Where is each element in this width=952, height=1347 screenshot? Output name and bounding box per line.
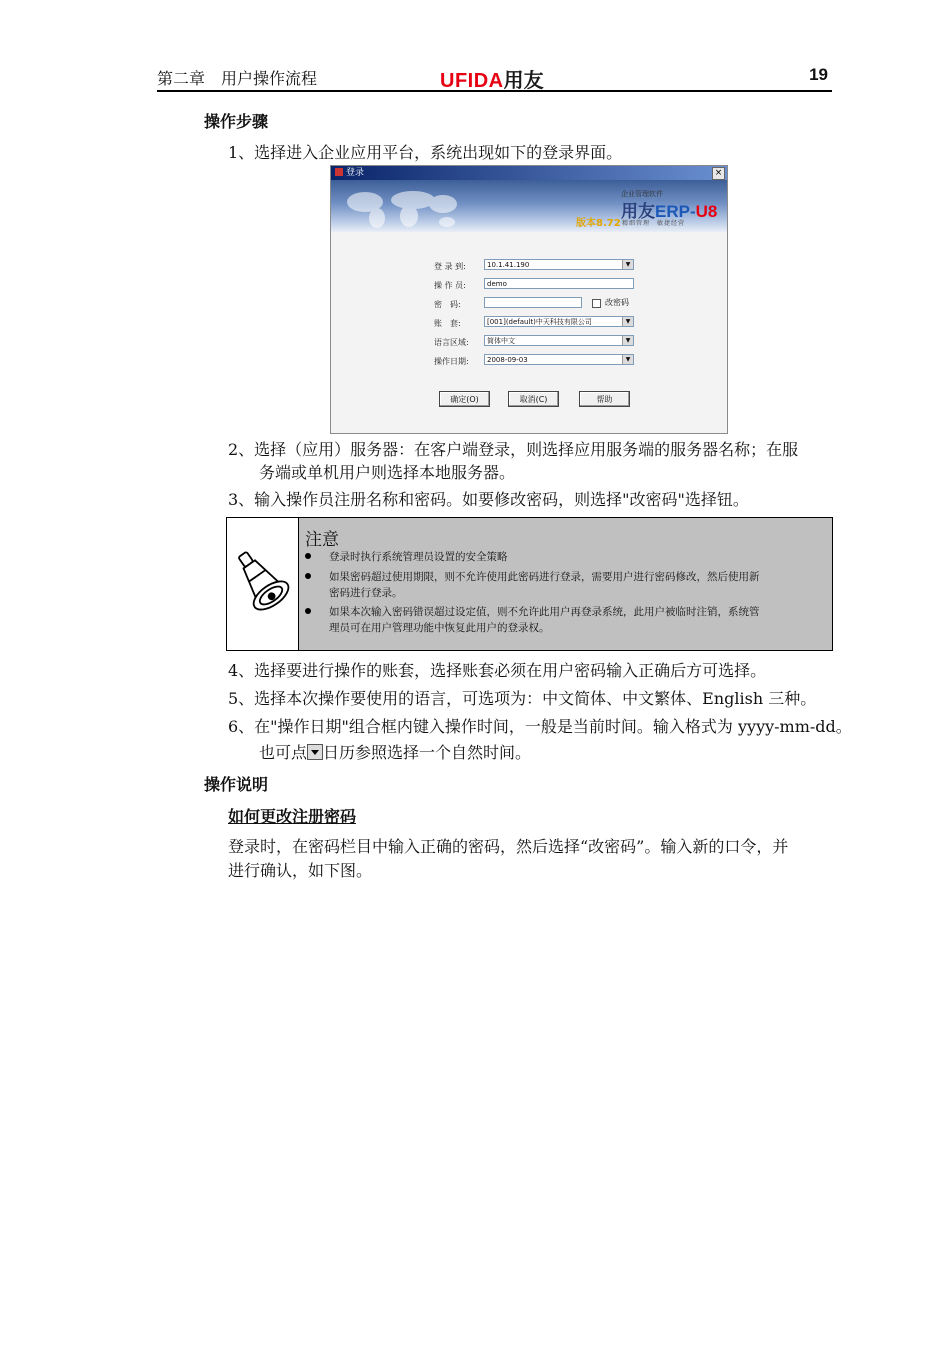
section-heading-steps: 操作步骤 [204, 112, 269, 131]
page-number: 19 [809, 65, 828, 84]
chapter-title: 第二章 用户操作流程 [157, 69, 318, 88]
step-3-text: 3、输入操作员注册名称和密码。如要修改密码，则选择"改密码"选择钮。 [228, 490, 749, 509]
brand-logo: 用友ERP-U8 [621, 202, 718, 221]
version-label: 版本8.72 [576, 218, 621, 229]
account-select[interactable]: [001](default)中天科技有限公司 ▼ [484, 316, 634, 327]
language-label: 语言区域: [434, 338, 469, 347]
note-item-3: 如果本次输入密码错误超过设定值，则不允许此用户再登录系统，此用户被临时注销，系统管 [305, 604, 760, 621]
note-box [226, 517, 833, 651]
password-input[interactable] [484, 297, 582, 308]
brand-subtitle: 精细管理 敏捷经营 [622, 220, 686, 227]
note-body [299, 518, 832, 650]
note-icon-cell [227, 518, 299, 650]
step-2-line1: 2、选择（应用）服务器：在客户端登录，则选择应用服务端的服务器名称；在服 [228, 440, 799, 459]
chevron-down-icon[interactable]: ▼ [622, 336, 633, 345]
note-item-3-cont: 理员可在用户管理功能中恢复此用户的登录权。 [329, 622, 550, 634]
para-line1: 登录时，在密码栏目中输入正确的密码，然后选择“改密码”。输入新的口令，并 [228, 837, 789, 856]
page-header [157, 64, 832, 92]
step-2-line2: 务端或单机用户则选择本地服务器。 [259, 463, 516, 482]
change-password-checkbox[interactable] [592, 299, 601, 308]
password-label: 密 码: [434, 300, 461, 309]
operator-label: 操 作 员: [434, 281, 466, 290]
note-title: 注意 [305, 530, 339, 550]
date-label: 操作日期: [434, 357, 469, 366]
dialog-title: 登录 [346, 168, 365, 178]
note-item-2: 如果密码超过使用期限，则不允许使用此密码进行登录，需要用户进行密码修改，然后使用新 [305, 569, 760, 586]
login-dialog [330, 165, 728, 434]
step-6-line1: 6、在"操作日期"组合框内键入操作时间，一般是当前时间。输入格式为 yyyy-mm-dd。 [228, 717, 852, 736]
dialog-banner [331, 180, 727, 232]
date-select[interactable]: 2008-09-03 ▼ [484, 354, 634, 365]
close-icon[interactable]: × [712, 167, 725, 180]
ok-button[interactable]: 确定(O) [439, 391, 490, 407]
calendar-dropdown-icon [307, 744, 323, 760]
note-item-1: 登录时执行系统管理员设置的安全策略 [305, 549, 508, 566]
subheading-change-password: 如何更改注册密码 [228, 807, 357, 826]
help-button[interactable]: 帮助 [579, 391, 630, 407]
ufida-logo: UFIDA用友 [440, 70, 544, 92]
step-4-text: 4、选择要进行操作的账套，选择账套必须在用户密码输入正确后方可选择。 [228, 661, 767, 680]
step-5-text: 5、选择本次操作要使用的语言，可选项为：中文简体、中文繁体、English 三种。 [228, 689, 817, 708]
language-select[interactable]: 简体中文 ▼ [484, 335, 634, 346]
section-heading-notes: 操作说明 [204, 775, 269, 794]
note-item-2-cont: 密码进行登录。 [329, 587, 403, 599]
cancel-button[interactable]: 取消(C) [508, 391, 559, 407]
step-6-line2: 也可点 日历参照选择一个自然时间。 [259, 743, 532, 762]
para-line2: 进行确认，如下图。 [228, 861, 373, 880]
chevron-down-icon[interactable]: ▼ [622, 355, 633, 364]
step-1-text: 1、选择进入企业应用平台，系统出现如下的登录界面。 [228, 143, 623, 162]
bell-icon [227, 518, 298, 650]
chevron-down-icon[interactable]: ▼ [622, 260, 633, 269]
server-select[interactable]: 10.1.41.190 ▼ [484, 259, 634, 270]
chevron-down-icon[interactable]: ▼ [622, 317, 633, 326]
server-label: 登 录 到: [434, 262, 466, 271]
app-icon [335, 168, 343, 176]
world-map-icon [343, 186, 463, 230]
account-label: 账 套: [434, 319, 461, 328]
operator-input[interactable]: demo [484, 278, 634, 289]
brand-tagline: 企业管理软件 [621, 190, 663, 198]
dialog-titlebar [331, 166, 727, 180]
change-password-label: 改密码 [605, 298, 629, 307]
